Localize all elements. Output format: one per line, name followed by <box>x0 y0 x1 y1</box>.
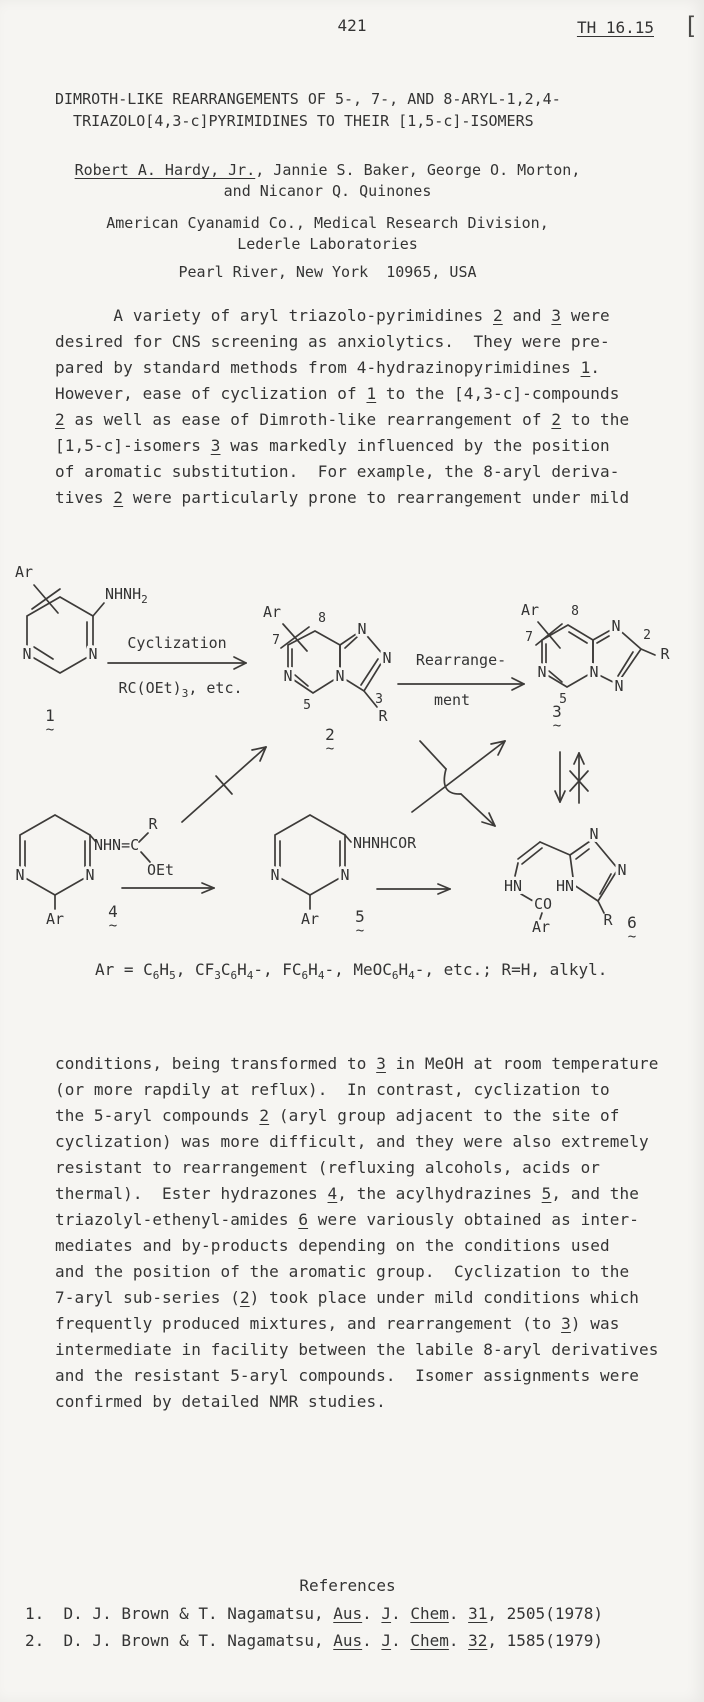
vertical-arrows-3-6 <box>555 752 588 803</box>
tilde-mark: ~ <box>552 718 562 734</box>
abstract-line: of aromatic substitution. For example, the 8-aryl deriva- <box>55 462 620 481</box>
abstract-line: mediates and by-products depending on the conditions used <box>55 1236 610 1255</box>
arrow-5-to-6 <box>377 884 450 894</box>
ring-hn-label: HN <box>555 877 575 895</box>
r-label: R <box>660 645 670 663</box>
atom-n: N <box>357 620 367 638</box>
abstract-line: A variety of aryl triazolo-pyrimidines 2 and 3 were <box>55 306 610 325</box>
atom-n: N <box>340 866 350 884</box>
abstract-line: 7-aryl sub-series (2) took place under mild conditions which <box>55 1288 639 1307</box>
abstract-line: desired for CNS screening as anxiolytics. They were pre- <box>55 332 610 351</box>
compound-1-label: 1 <box>45 706 55 725</box>
amide-hn-label: HN <box>503 877 523 895</box>
references-section <box>25 1572 670 1654</box>
abstract-line: frequently produced mixtures, and rearrangement (to 3) was <box>55 1314 620 1333</box>
structure-2 <box>263 603 392 757</box>
ar-label: Ar <box>531 918 551 936</box>
rearrangement-label-2: ment <box>433 691 471 709</box>
oet-label: OEt <box>147 861 175 879</box>
position-2: 2 <box>643 628 651 643</box>
paper-title <box>55 88 561 132</box>
hydrazone-group-label: NHN=C <box>94 836 140 854</box>
abstract-line: tives 2 were particularly prone to rearrangement under mild <box>55 488 630 507</box>
atom-n: N <box>88 645 98 663</box>
ar-label: Ar <box>45 910 65 928</box>
abstract-line: conditions, being transformed to 3 in MeOH at room temperature <box>55 1054 659 1073</box>
abstract-line: cyclization) was more difficult, and they were also extremely <box>55 1132 649 1151</box>
affiliation-line-2: Lederle Laboratories <box>237 235 418 253</box>
atom-n: N <box>382 649 392 667</box>
abstract-line: intermediate in facility between the labile 8-aryl derivatives <box>55 1340 659 1359</box>
title-line-1: DIMROTH-LIKE REARRANGEMENTS OF 5-, 7-, AND 8-ARYL-1,2,4- <box>55 90 561 108</box>
position-8: 8 <box>571 604 579 619</box>
compound-6-label: 6 <box>627 913 637 932</box>
atom-n: N <box>22 645 32 663</box>
session-code: TH 16.15 <box>576 18 654 37</box>
compound-3-label: 3 <box>552 702 562 721</box>
compound-5-label: 5 <box>355 907 365 926</box>
abstract-line: 2 as well as ease of Dimroth-like rearrangement of 2 to the <box>55 410 630 429</box>
reference-item: 2. D. J. Brown & T. Nagamatsu, Aus. J. Chem. 32, 1585(1979) <box>25 1631 603 1650</box>
atom-n: N <box>85 866 95 884</box>
tilde-mark: ~ <box>627 929 637 945</box>
r-label: R <box>603 911 613 929</box>
abstract-line: [1,5-c]-isomers 3 was markedly influenced by the position <box>55 436 610 455</box>
blocked-arrow-4-to-2 <box>182 747 266 822</box>
hydrazino-group-label: $NHNH_2$ <box>105 585 148 606</box>
margin-bracket-mark: [ <box>683 12 698 40</box>
tilde-mark: ~ <box>355 923 365 939</box>
structure-6 <box>504 825 637 945</box>
atom-n: N <box>614 677 624 695</box>
author-line-2: and Nicanor Q. Quinones <box>223 182 432 200</box>
position-3: 3 <box>375 692 383 707</box>
ar-label: Ar <box>520 601 540 619</box>
r-label: R <box>378 707 388 725</box>
abstract-line: thermal). Ester hydrazones 4, the acylhydrazines 5, and the <box>55 1184 639 1203</box>
atom-n: N <box>617 861 627 879</box>
atom-n: N <box>283 667 293 685</box>
reagent-label: $RC(OEt)_3$, etc. <box>118 679 243 700</box>
acylhydrazine-group-label: NHNHCOR <box>353 834 417 852</box>
position-7: 7 <box>525 630 533 645</box>
reaction-scheme <box>0 545 704 965</box>
abstract-line: resistant to rearrangement (refluxing alcohols, acids or <box>55 1158 601 1177</box>
atom-n: N <box>15 866 25 884</box>
structure-5 <box>270 815 417 939</box>
position-5: 5 <box>559 692 567 707</box>
position-7: 7 <box>272 633 280 648</box>
cyclization-arrow <box>108 634 246 669</box>
rearrangement-label-1: Rearrange- <box>415 651 507 669</box>
abstract-line: However, ease of cyclization of 1 to the [4,3-c]-compounds <box>55 384 620 403</box>
ar-label: Ar <box>300 910 320 928</box>
atom-n: N <box>611 617 621 635</box>
tilde-mark: ~ <box>45 722 55 738</box>
abstract-paragraph-2 <box>55 1051 658 1415</box>
reaction-scheme-drawing <box>0 545 704 965</box>
abstract-paragraph-1 <box>55 303 629 511</box>
atom-n: N <box>537 663 547 681</box>
crossing-arrows <box>412 741 505 826</box>
ar-label: Ar <box>14 563 34 581</box>
reference-item: 1. D. J. Brown & T. Nagamatsu, Aus. J. Chem. 31, 2505(1978) <box>25 1604 603 1623</box>
structure-3 <box>521 601 671 734</box>
position-8: 8 <box>318 611 326 626</box>
references-heading: References <box>299 1576 396 1595</box>
compound-4-label: 4 <box>108 902 118 921</box>
abstract-line: confirmed by detailed NMR studies. <box>55 1392 386 1411</box>
ar-r-definition: $Ar = C_6H_5$, $CF_3C_6H_4-$, $FC_6H_4-$, $MeOC_6H_4-$, etc.; R=H, alkyl. <box>95 960 608 983</box>
page-header <box>0 12 704 46</box>
tilde-mark: ~ <box>108 918 118 934</box>
atom-n: N <box>335 667 345 685</box>
page-number: 421 <box>337 16 367 35</box>
atom-n: N <box>589 663 599 681</box>
affiliation-line-1: American Cyanamid Co., Medical Research Division, <box>106 214 549 232</box>
abstract-line: pared by standard methods from 4-hydrazinopyrimidines 1. <box>55 358 601 377</box>
author-list <box>55 160 600 202</box>
title-line-2: TRIAZOLO[4,3-c]PYRIMIDINES TO THEIR [1,5-c]-ISOMERS <box>55 112 534 130</box>
affiliation-line-3: Pearl River, New York 10965, USA <box>178 263 477 281</box>
structure-1 <box>15 563 104 738</box>
r-label: R <box>148 815 158 833</box>
arrow-4-to-5 <box>122 883 214 893</box>
atom-n: N <box>270 866 280 884</box>
ar-label: Ar <box>262 603 282 621</box>
abstract-line: (or more rapdily at reflux). In contrast, cyclization to <box>55 1080 610 1099</box>
abstract-line: and the position of the aromatic group. Cyclization to the <box>55 1262 630 1281</box>
tilde-mark: ~ <box>325 741 335 757</box>
affiliation <box>55 213 600 283</box>
position-5: 5 <box>303 698 311 713</box>
cyclization-label: Cyclization <box>127 634 227 652</box>
rearrangement-arrow <box>398 651 524 709</box>
abstract-line: and the resistant 5-aryl compounds. Isomer assignments were <box>55 1366 639 1385</box>
structure-4 <box>15 815 174 934</box>
abstract-line: triazolyl-ethenyl-amides 6 were variously obtained as inter- <box>55 1210 639 1229</box>
compound-2-label: 2 <box>325 725 335 744</box>
atom-n: N <box>589 825 599 843</box>
co-label: CO <box>533 895 553 913</box>
author-line-1: Robert A. Hardy, Jr., Jannie S. Baker, George O. Morton, <box>74 161 581 179</box>
abstract-line: the 5-aryl compounds 2 (aryl group adjacent to the site of <box>55 1106 620 1125</box>
